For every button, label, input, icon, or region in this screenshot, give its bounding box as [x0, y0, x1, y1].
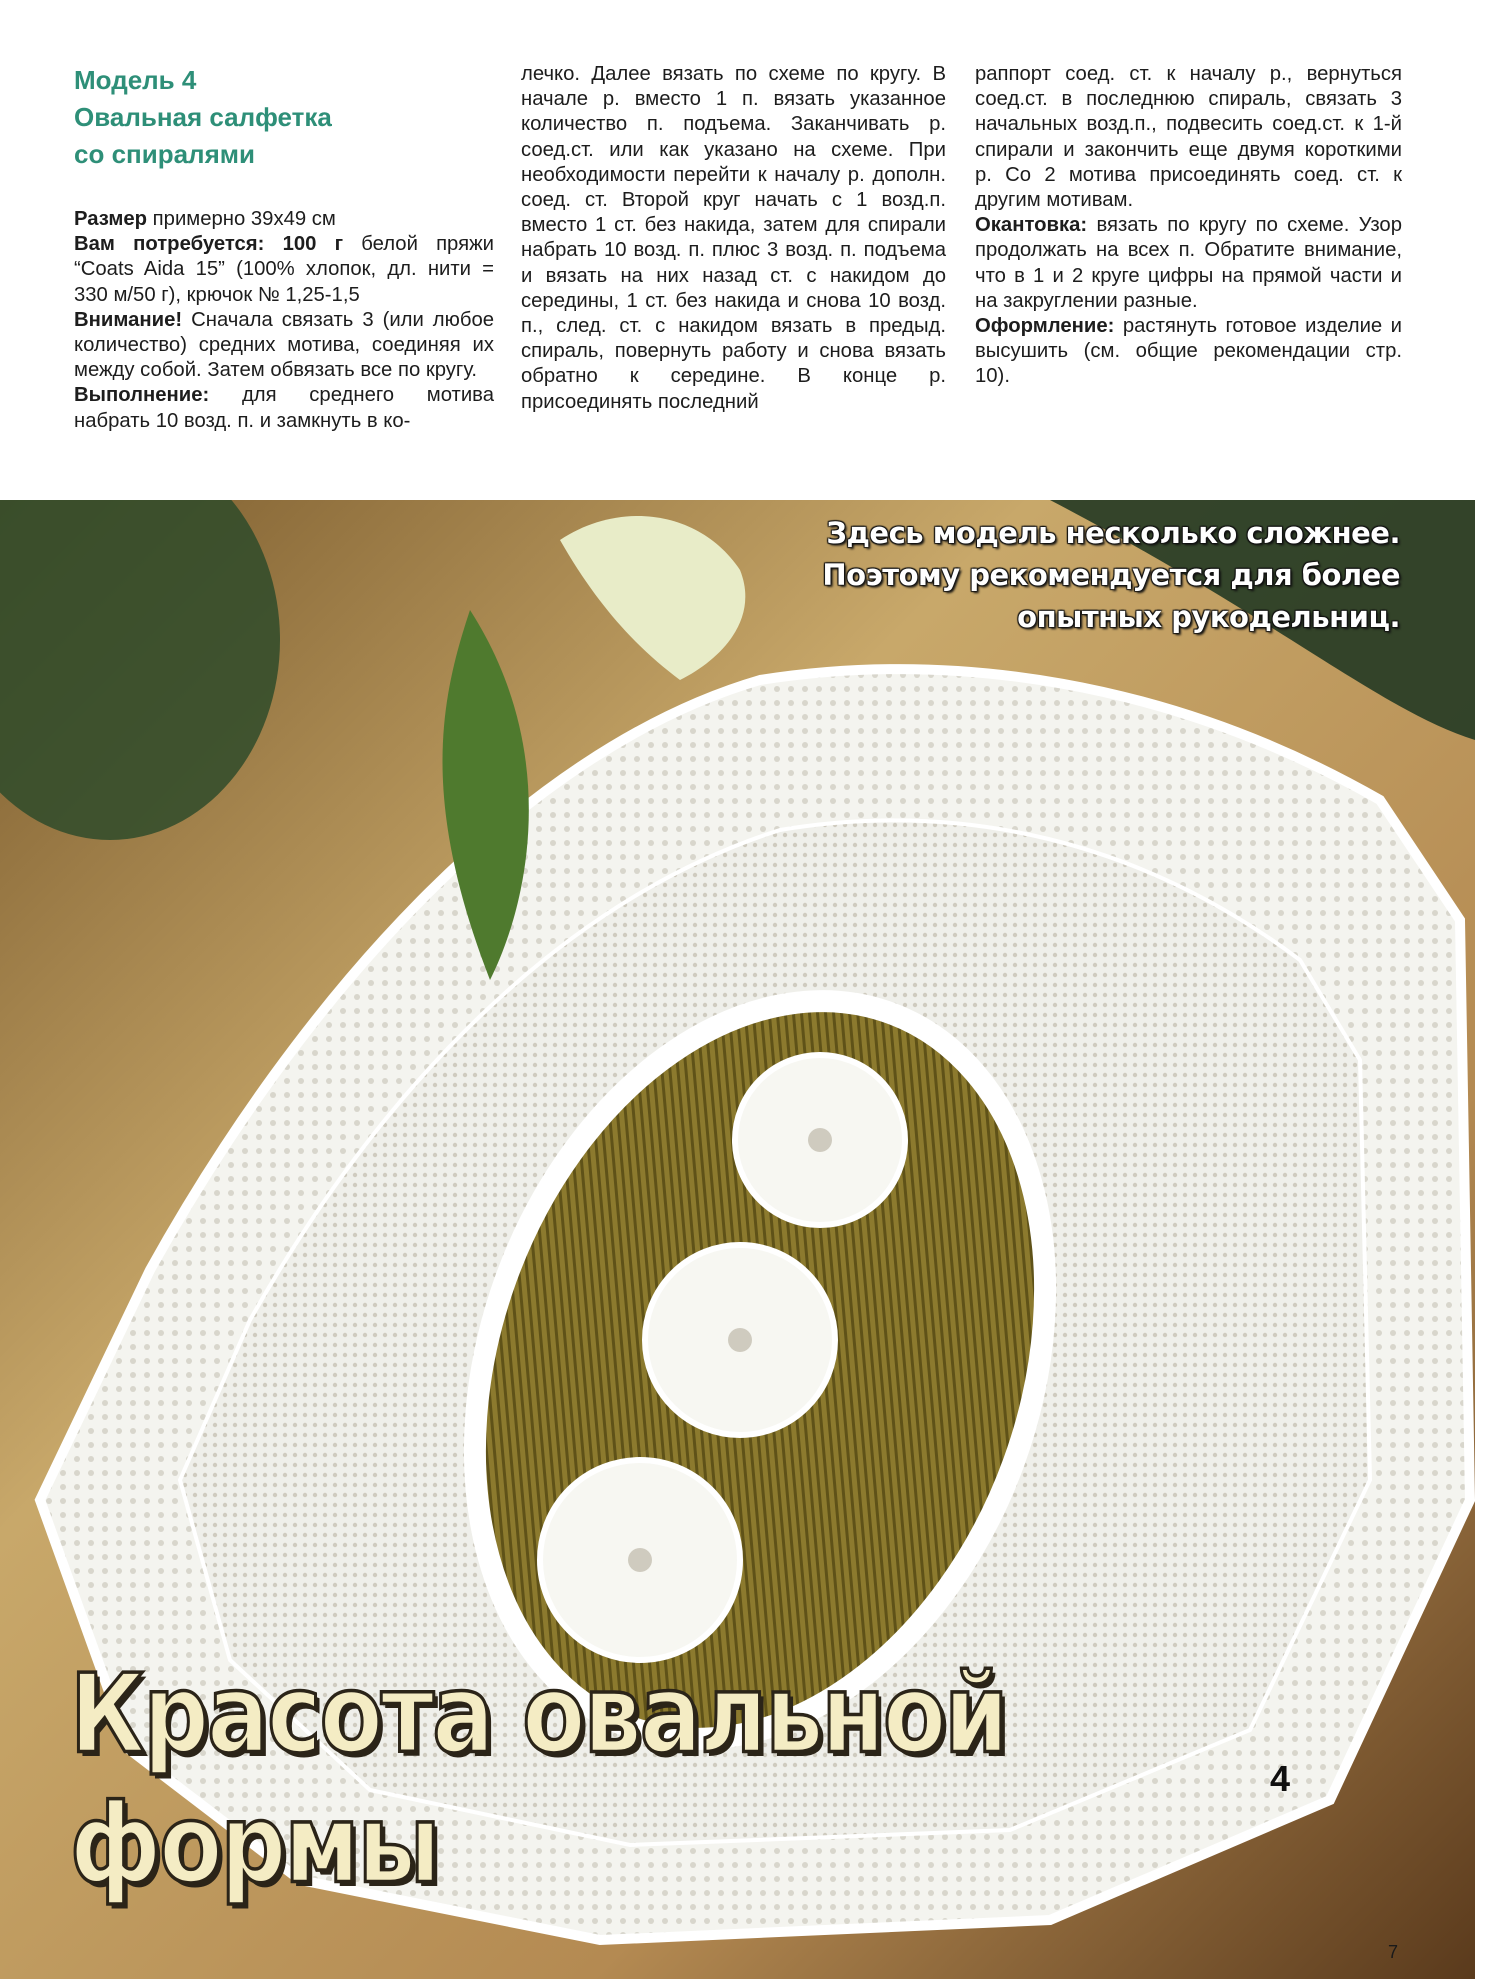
- finishing-text: растянуть готовое изделие и высушить (см. общие рекомендации стр. 10).: [975, 315, 1402, 388]
- execution-label: Выполнение:: [74, 384, 210, 407]
- finishing-label: Оформление:: [975, 315, 1115, 338]
- model-title: [74, 62, 494, 434]
- column-3: [975, 62, 1402, 390]
- motif-center: [628, 1548, 652, 1572]
- execution-text: для среднего мотива набрать 10 возд. п. и замкнуть в ко-: [74, 384, 494, 432]
- size-label: Размер: [74, 208, 148, 230]
- column-2: [521, 62, 946, 415]
- model-title-line: Овальная салфетка: [74, 102, 332, 132]
- edging-label: Окантовка:: [975, 214, 1088, 237]
- materials-label: Вам потребуется: 100 г: [74, 233, 344, 256]
- big-title-line: Красота овальной: [70, 1651, 1007, 1778]
- model-number: 4: [1270, 1758, 1291, 1799]
- execution-paragraph: [74, 383, 494, 433]
- model-title-line: Модель 4: [74, 65, 197, 95]
- photo-caption: [822, 512, 1400, 638]
- size-paragraph: [74, 207, 494, 232]
- attention-label: Внимание!: [74, 308, 183, 331]
- caption-line: Здесь модель несколько сложнее.: [826, 516, 1400, 550]
- edging-paragraph: [975, 213, 1402, 314]
- instructions-continued: лечко. Далее вязать по схеме по кругу. В начале р. вместо 1 п. вязать указанное количество п. подъема. Заканчивать р. соед.ст. или как указано на схеме. При необходимости перейти к началу р. дополн. соед. ст. Второй круг начать с 1 возд.п. вместо 1 ст. без накида, затем для спирали набрать 10 возд. п. плюс 3 возд. п. подъема и вязать на них назад ст. с накидом до середины, 1 ст. без накида и снова 10 возд. п., след. ст. с накидом вязать в предыд. спираль, повернуть работу и снова вязать обратно к середине. В конце р. присоединять последний: [521, 63, 946, 413]
- motif-center: [728, 1328, 752, 1352]
- model-title-line: со спиралями: [74, 139, 255, 169]
- attention-text: Сначала связать 3 (или любое количество) средних мотива, соединяя их между собой. Затем обвязать все по кругу.: [74, 308, 494, 382]
- attention-paragraph: [74, 308, 494, 384]
- materials-text: белой пряжи “Coats Aida 15” (100% хлопок, дл. нити = 330 м/50 г), крючок № 1,25-1,5: [74, 233, 494, 306]
- caption-line: Поэтому рекомендуется для более: [822, 558, 1400, 592]
- size-text: примерно 39x49 см: [147, 208, 336, 230]
- big-title-line: формы: [70, 1780, 439, 1908]
- materials-paragraph: [74, 232, 494, 308]
- instructions-end: раппорт соед. ст. к началу р., вернуться соед.ст. в последнюю спираль, связать 3 начальных возд.п., подвесить соед.ст. к 1-й спирали и закончить еще двумя короткими р. Со 2 мотива присоединять соед. ст. к другим мотивам.: [975, 63, 1402, 212]
- page-number: 7: [1388, 1942, 1399, 1962]
- big-title: [70, 1650, 1007, 1910]
- edging-text: вязать по кругу по схеме. Узор продолжать на всех п. Обратите внимание, что в 1 и 2 круге цифры на прямой части и на закруглении разные.: [975, 214, 1402, 312]
- caption-line: опытных рукодельниц.: [1017, 600, 1400, 634]
- motif-center: [808, 1128, 832, 1152]
- finishing-paragraph: [975, 314, 1402, 390]
